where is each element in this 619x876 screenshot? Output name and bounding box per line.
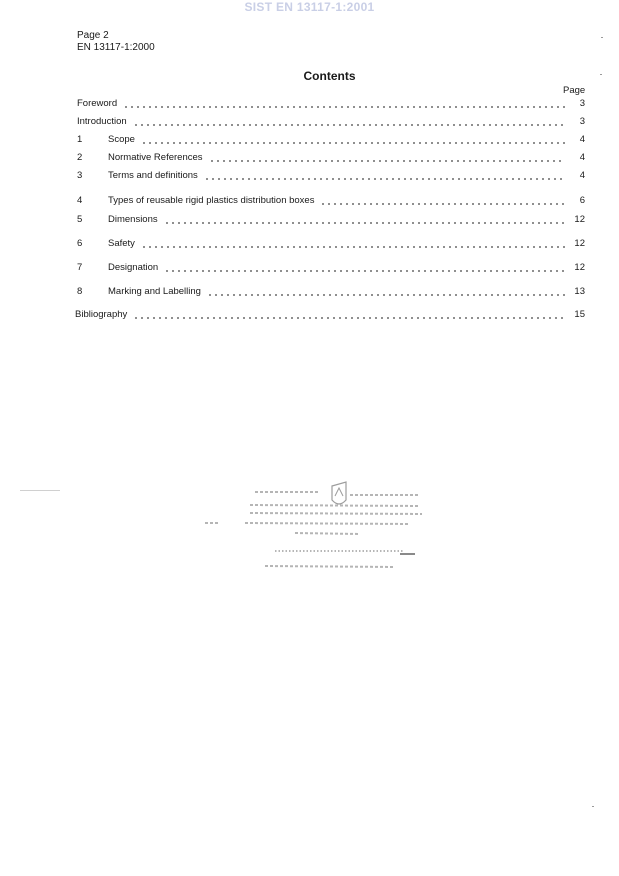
toc-row-dimensions [77, 212, 585, 226]
toc-number: 1 [77, 134, 83, 145]
document-id: EN 13117-1:2000 [77, 42, 155, 53]
toc-label: Scope [108, 134, 135, 145]
toc-page: 13 [574, 286, 585, 297]
toc-page: 6 [579, 195, 585, 206]
page-header [77, 30, 155, 54]
toc-page: 3 [579, 98, 585, 109]
toc-page: 12 [574, 238, 585, 249]
scan-speck [600, 74, 602, 75]
toc-leader-dots [164, 270, 565, 272]
contents-title: Contents [303, 69, 356, 83]
toc-label: Normative References [108, 152, 203, 163]
toc-leader-dots [209, 160, 565, 162]
toc-number: 8 [77, 286, 83, 297]
toc-label: Designation [108, 262, 159, 273]
toc-row-types [77, 193, 585, 207]
toc-label: Terms and definitions [108, 170, 198, 181]
toc-leader-dots [204, 178, 565, 180]
toc-page: 15 [574, 309, 585, 320]
toc-page: 12 [574, 262, 585, 273]
toc-label: Foreword [77, 98, 118, 109]
toc-row-designation [77, 260, 585, 274]
toc-label: Types of reusable rigid plastics distribution boxes [108, 195, 315, 206]
library-stamp [200, 478, 440, 573]
toc-page: 4 [579, 152, 585, 163]
toc-label: Introduction [77, 116, 127, 127]
toc-number: 2 [77, 152, 83, 163]
toc-row-marking-labelling [77, 284, 585, 298]
toc-row-safety [77, 236, 585, 250]
toc-row-introduction [77, 114, 585, 128]
toc-leader-dots [133, 317, 565, 319]
toc-row-terms-definitions [77, 168, 585, 182]
toc-number: 4 [77, 195, 83, 206]
toc-leader-dots [207, 294, 565, 296]
toc-leader-dots [123, 106, 565, 108]
toc-page: 3 [579, 116, 585, 127]
toc-number: 5 [77, 214, 83, 225]
page-number: Page 2 [77, 30, 109, 41]
scan-speck [592, 806, 594, 807]
toc-row-scope [77, 132, 585, 146]
toc-row-foreword [77, 96, 585, 110]
toc-number: 3 [77, 170, 83, 181]
page-column-label: Page [563, 85, 586, 96]
watermark-text: SIST EN 13117-1:2001 [244, 0, 375, 14]
toc-number: 6 [77, 238, 83, 249]
toc-leader-dots [141, 246, 565, 248]
toc-number: 7 [77, 262, 83, 273]
toc-page: 4 [579, 134, 585, 145]
scan-speck [20, 490, 60, 491]
toc-leader-dots [133, 124, 565, 126]
toc-label: Bibliography [75, 309, 128, 320]
toc-leader-dots [320, 203, 565, 205]
toc-row-bibliography [75, 307, 585, 321]
toc-label: Dimensions [108, 214, 158, 225]
toc-label: Safety [108, 238, 135, 249]
toc-leader-dots [141, 142, 565, 144]
toc-leader-dots [164, 222, 565, 224]
scan-speck [601, 37, 603, 38]
toc-page: 4 [579, 170, 585, 181]
toc-label: Marking and Labelling [108, 286, 201, 297]
toc-row-normative-references [77, 150, 585, 164]
toc-page: 12 [574, 214, 585, 225]
